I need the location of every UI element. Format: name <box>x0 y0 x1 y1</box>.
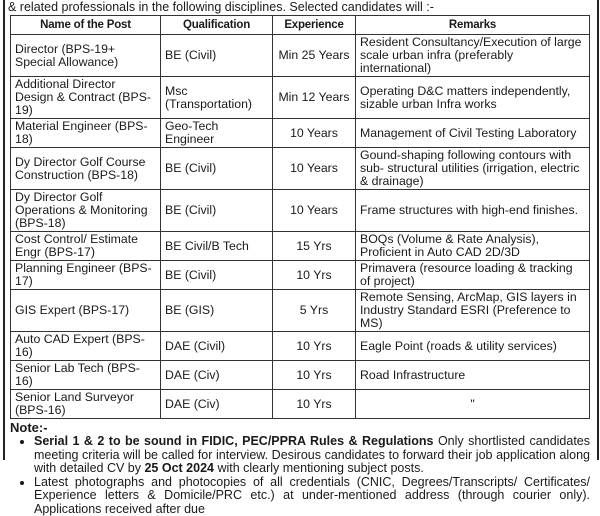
header-post: Name of the Post <box>11 16 161 35</box>
cell-post-name: Additional Director Design & Contract (BPS-19) <box>11 77 161 119</box>
cell-post-name: Material Engineer (BPS-18) <box>11 119 161 148</box>
cell-experience: Min 25 Years <box>273 35 356 77</box>
cell-remarks: Eagle Point (roads & utility services) <box>356 332 590 361</box>
table-row <box>11 35 590 77</box>
note-bold: Serial 1 & 2 to be sound in FIDIC, PEC/PPRA Rules & Regulations <box>34 434 434 448</box>
cell-experience: Min 12 Years <box>273 77 356 119</box>
header-qualification: Qualification <box>161 16 273 35</box>
cell-remarks: Operating D&C matters independently, sizable urban Infra works <box>356 77 590 119</box>
deadline-date: 25 Oct 2024 <box>144 461 214 475</box>
note-item <box>34 476 590 516</box>
cell-post-name: Senior Land Surveyor (BPS-16) <box>11 390 161 419</box>
cell-post-name: Planning Engineer (BPS-17) <box>11 261 161 290</box>
cell-qualification: BE (Civil) <box>161 190 273 232</box>
cell-experience: 10 Years <box>273 148 356 190</box>
cell-experience: 5 Yrs <box>273 290 356 332</box>
note-text: with clearly mentioning subject posts. <box>214 461 424 475</box>
cell-experience: 10 Yrs <box>273 332 356 361</box>
table-row <box>11 261 590 290</box>
cell-experience: 10 Yrs <box>273 390 356 419</box>
cell-remarks: Frame structures with high-end finishes. <box>356 190 590 232</box>
cell-qualification: BE (Civil) <box>161 35 273 77</box>
cell-post-name: Cost Control/ Estimate Engr (BPS-17) <box>11 232 161 261</box>
table-row <box>11 77 590 119</box>
cell-post-name: Auto CAD Expert (BPS-16) <box>11 332 161 361</box>
cell-qualification: BE (GIS) <box>161 290 273 332</box>
cell-remarks: Management of Civil Testing Laboratory <box>356 119 590 148</box>
note-title: Note:- <box>10 421 590 435</box>
cell-remarks: Gound-shaping following contours with sub- structural utilities (irrigation, electric & drainage) <box>356 148 590 190</box>
cell-experience: 10 Yrs <box>273 261 356 290</box>
table-row <box>11 361 590 390</box>
intro-text: & related professionals in the following disciplines. Selected candidates will :- <box>8 0 590 14</box>
cell-remarks: Primavera (resource loading & tracking of project) <box>356 261 590 290</box>
cell-post-name: Director (BPS-19+ Special Allowance) <box>11 35 161 77</box>
note-text: Latest photographs and photocopies of all credentials (CNIC, Degrees/Transcripts/ Certificates/ Experience letters & Domicile/PRC etc.) at under-mentioned address (through courier only). Applications received after due <box>34 475 590 516</box>
cell-qualification: BE (Civil) <box>161 148 273 190</box>
cell-remarks: BOQs (Volume & Rate Analysis), Proficient in Auto CAD 2D/3D <box>356 232 590 261</box>
cell-qualification: DAE (Civ) <box>161 390 273 419</box>
table-row <box>11 390 590 419</box>
notes-section <box>10 421 590 516</box>
cell-remarks: Road Infrastructure <box>356 361 590 390</box>
posts-table <box>10 15 590 419</box>
note-item <box>34 435 590 476</box>
cell-qualification: DAE (Civil) <box>161 332 273 361</box>
table-header-row <box>11 16 590 35</box>
cell-remarks: " <box>356 390 590 419</box>
cell-qualification: BE Civil/B Tech <box>161 232 273 261</box>
cell-qualification: DAE (Civ) <box>161 361 273 390</box>
cell-qualification: Geo-Tech Engineer <box>161 119 273 148</box>
cell-qualification: Msc (Transportation) <box>161 77 273 119</box>
table-row <box>11 119 590 148</box>
cell-post-name: GIS Expert (BPS-17) <box>11 290 161 332</box>
cell-remarks: Remote Sensing, ArcMap, GIS layers in Industry Standard ESRI (Preference to MS) <box>356 290 590 332</box>
header-remarks: Remarks <box>356 16 590 35</box>
table-row <box>11 332 590 361</box>
table-row <box>11 190 590 232</box>
cell-post-name: Senior Lab Tech (BPS-16) <box>11 361 161 390</box>
table-row <box>11 290 590 332</box>
cell-post-name: Dy Director Golf Course Construction (BPS-18) <box>11 148 161 190</box>
cell-experience: 10 Years <box>273 119 356 148</box>
header-experience: Experience <box>273 16 356 35</box>
cell-experience: 15 Yrs <box>273 232 356 261</box>
cell-post-name: Dy Director Golf Operations & Monitoring (BPS-18) <box>11 190 161 232</box>
cell-remarks: Resident Consultancy/Execution of large scale urban infra (preferably international) <box>356 35 590 77</box>
cell-experience: 10 Years <box>273 190 356 232</box>
note-text: Only shortlisted candidates meeting criteria will be called for interview. Desirous candidates to forward their job application along with detailed CV by <box>34 434 590 475</box>
ad-content <box>10 0 590 516</box>
table-row <box>11 232 590 261</box>
cell-experience: 10 Yrs <box>273 361 356 390</box>
cell-qualification: BE (Civil) <box>161 261 273 290</box>
table-row <box>11 148 590 190</box>
